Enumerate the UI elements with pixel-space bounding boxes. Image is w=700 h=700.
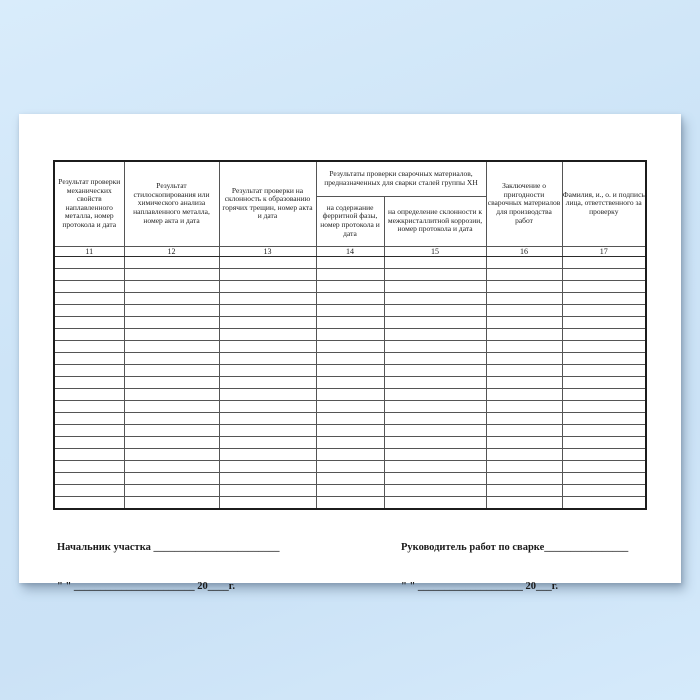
empty-cell (562, 292, 646, 304)
empty-cell (124, 412, 219, 424)
welding-supervisor-date-line: " " ____________________ 20___г. (401, 581, 558, 592)
column-number-12: 12 (124, 246, 219, 256)
empty-cell (486, 496, 562, 509)
column-header-12: Результат стилоскопирования или химического анализа наплавленного металла, номер акта и дата (124, 161, 219, 246)
empty-cell (384, 472, 486, 484)
empty-cell (384, 292, 486, 304)
empty-cell (384, 460, 486, 472)
empty-cell (384, 364, 486, 376)
table-row (54, 436, 646, 448)
empty-cell (316, 496, 384, 509)
empty-cell (486, 436, 562, 448)
empty-cell (219, 268, 316, 280)
empty-cell (124, 304, 219, 316)
table-header (54, 161, 646, 256)
column-number-11: 11 (54, 246, 124, 256)
empty-cell (219, 400, 316, 412)
empty-cell (384, 352, 486, 364)
section-chief-line: Начальник участка ________________________ (57, 542, 280, 553)
empty-cell (316, 424, 384, 436)
empty-cell (124, 292, 219, 304)
empty-cell (54, 496, 124, 509)
empty-cell (562, 388, 646, 400)
empty-cell (219, 256, 316, 268)
empty-cell (54, 484, 124, 496)
empty-cell (124, 352, 219, 364)
empty-cell (124, 448, 219, 460)
empty-cell (54, 316, 124, 328)
empty-cell (384, 484, 486, 496)
empty-cell (316, 352, 384, 364)
empty-cell (219, 436, 316, 448)
column-header-11: Результат проверки механических свойств наплавленного металла, номер протокола и дата (54, 161, 124, 246)
empty-cell (124, 256, 219, 268)
empty-cell (124, 484, 219, 496)
empty-cell (54, 292, 124, 304)
table-row (54, 280, 646, 292)
table-row (54, 388, 646, 400)
empty-cell (384, 388, 486, 400)
empty-cell (562, 280, 646, 292)
empty-cell (562, 352, 646, 364)
empty-cell (219, 460, 316, 472)
empty-cell (124, 280, 219, 292)
empty-cell (219, 484, 316, 496)
empty-cell (316, 364, 384, 376)
empty-cell (562, 496, 646, 509)
empty-cell (124, 328, 219, 340)
empty-cell (316, 412, 384, 424)
empty-cell (316, 460, 384, 472)
empty-cell (562, 424, 646, 436)
empty-cell (562, 268, 646, 280)
table-row (54, 292, 646, 304)
empty-cell (124, 424, 219, 436)
column-header-15: на определение склонности к межкристаллитной коррозии, номер протокола и дата (384, 196, 486, 246)
empty-cell (54, 472, 124, 484)
empty-cell (562, 448, 646, 460)
empty-cell (486, 268, 562, 280)
empty-cell (54, 436, 124, 448)
empty-cell (562, 364, 646, 376)
empty-cell (124, 460, 219, 472)
table-row (54, 412, 646, 424)
table-row (54, 460, 646, 472)
empty-cell (124, 340, 219, 352)
column-header-13: Результат проверки на склонность к образованию горячих трещин, номер акта и дата (219, 161, 316, 246)
table-row (54, 472, 646, 484)
empty-cell (124, 472, 219, 484)
empty-cell (486, 400, 562, 412)
empty-cell (54, 364, 124, 376)
table-body (54, 256, 646, 509)
empty-cell (384, 376, 486, 388)
empty-cell (562, 460, 646, 472)
empty-cell (486, 316, 562, 328)
empty-cell (124, 400, 219, 412)
empty-cell (486, 448, 562, 460)
empty-cell (384, 448, 486, 460)
empty-cell (54, 460, 124, 472)
empty-cell (486, 328, 562, 340)
empty-cell (219, 448, 316, 460)
empty-cell (486, 424, 562, 436)
table-row (54, 400, 646, 412)
empty-cell (219, 352, 316, 364)
empty-cell (316, 436, 384, 448)
empty-cell (384, 328, 486, 340)
table-row (54, 304, 646, 316)
column-number-16: 16 (486, 246, 562, 256)
table-row (54, 352, 646, 364)
welding-materials-inspection-table (53, 160, 647, 510)
empty-cell (54, 448, 124, 460)
empty-cell (54, 388, 124, 400)
empty-cell (219, 340, 316, 352)
group-header-14-15: Результаты проверки сварочных материалов, предназначенных для сварки сталей группы ХН (316, 161, 486, 196)
empty-cell (219, 280, 316, 292)
empty-cell (384, 412, 486, 424)
empty-cell (54, 340, 124, 352)
empty-cell (486, 472, 562, 484)
empty-cell (219, 364, 316, 376)
empty-cell (219, 376, 316, 388)
empty-cell (54, 412, 124, 424)
empty-cell (562, 376, 646, 388)
column-number-17: 17 (562, 246, 646, 256)
empty-cell (316, 328, 384, 340)
column-number-13: 13 (219, 246, 316, 256)
empty-cell (316, 304, 384, 316)
column-number-15: 15 (384, 246, 486, 256)
empty-cell (124, 496, 219, 509)
empty-cell (316, 292, 384, 304)
table-row (54, 496, 646, 509)
empty-cell (562, 412, 646, 424)
signature-block-section-chief (57, 515, 279, 619)
empty-cell (384, 424, 486, 436)
empty-cell (384, 280, 486, 292)
empty-cell (486, 304, 562, 316)
empty-cell (562, 328, 646, 340)
empty-cell (219, 292, 316, 304)
empty-cell (54, 280, 124, 292)
empty-cell (219, 424, 316, 436)
empty-cell (124, 436, 219, 448)
empty-cell (384, 304, 486, 316)
column-header-17: Фамилия, и., о. и подпись лица, ответственного за проверку (562, 161, 646, 246)
empty-cell (562, 256, 646, 268)
column-number-14: 14 (316, 246, 384, 256)
empty-cell (384, 496, 486, 509)
empty-cell (562, 484, 646, 496)
signature-block-welding-supervisor (401, 515, 628, 619)
empty-cell (486, 364, 562, 376)
empty-cell (486, 376, 562, 388)
empty-cell (562, 340, 646, 352)
empty-cell (316, 316, 384, 328)
table-row (54, 256, 646, 268)
empty-cell (316, 400, 384, 412)
empty-cell (316, 376, 384, 388)
empty-cell (316, 280, 384, 292)
document-page (19, 114, 681, 592)
empty-cell (124, 316, 219, 328)
empty-cell (486, 484, 562, 496)
column-header-14: на содержание ферритной фазы, номер протокола и дата (316, 196, 384, 246)
empty-cell (562, 400, 646, 412)
table-row (54, 484, 646, 496)
empty-cell (54, 304, 124, 316)
empty-cell (486, 292, 562, 304)
empty-cell (486, 460, 562, 472)
empty-cell (562, 304, 646, 316)
table-row (54, 316, 646, 328)
welding-supervisor-line: Руководитель работ по сварке________________ (401, 542, 629, 553)
empty-cell (124, 376, 219, 388)
empty-cell (384, 268, 486, 280)
empty-cell (54, 424, 124, 436)
empty-cell (54, 376, 124, 388)
empty-cell (316, 484, 384, 496)
empty-cell (219, 304, 316, 316)
empty-cell (562, 436, 646, 448)
empty-cell (316, 388, 384, 400)
empty-cell (384, 316, 486, 328)
empty-cell (54, 400, 124, 412)
empty-cell (316, 268, 384, 280)
empty-cell (219, 328, 316, 340)
table-row (54, 340, 646, 352)
empty-cell (54, 352, 124, 364)
empty-cell (486, 256, 562, 268)
empty-cell (562, 472, 646, 484)
empty-cell (316, 472, 384, 484)
table-row (54, 424, 646, 436)
column-header-16: Заключение о пригодности сварочных материалов для производства работ (486, 161, 562, 246)
table-row (54, 364, 646, 376)
empty-cell (124, 364, 219, 376)
empty-cell (486, 412, 562, 424)
empty-cell (54, 268, 124, 280)
empty-cell (316, 448, 384, 460)
empty-cell (219, 496, 316, 509)
empty-cell (486, 280, 562, 292)
empty-cell (486, 340, 562, 352)
empty-cell (316, 256, 384, 268)
empty-cell (486, 352, 562, 364)
table-row (54, 448, 646, 460)
empty-cell (384, 400, 486, 412)
empty-cell (54, 256, 124, 268)
table-row (54, 376, 646, 388)
empty-cell (384, 340, 486, 352)
empty-cell (124, 268, 219, 280)
empty-cell (219, 316, 316, 328)
empty-cell (384, 436, 486, 448)
table-row (54, 268, 646, 280)
empty-cell (54, 328, 124, 340)
empty-cell (219, 412, 316, 424)
empty-cell (219, 388, 316, 400)
empty-cell (316, 340, 384, 352)
empty-cell (486, 388, 562, 400)
empty-cell (219, 472, 316, 484)
empty-cell (562, 316, 646, 328)
section-chief-date-line: " " _______________________ 20____г. (57, 581, 235, 592)
empty-cell (124, 388, 219, 400)
empty-cell (384, 256, 486, 268)
table-row (54, 328, 646, 340)
